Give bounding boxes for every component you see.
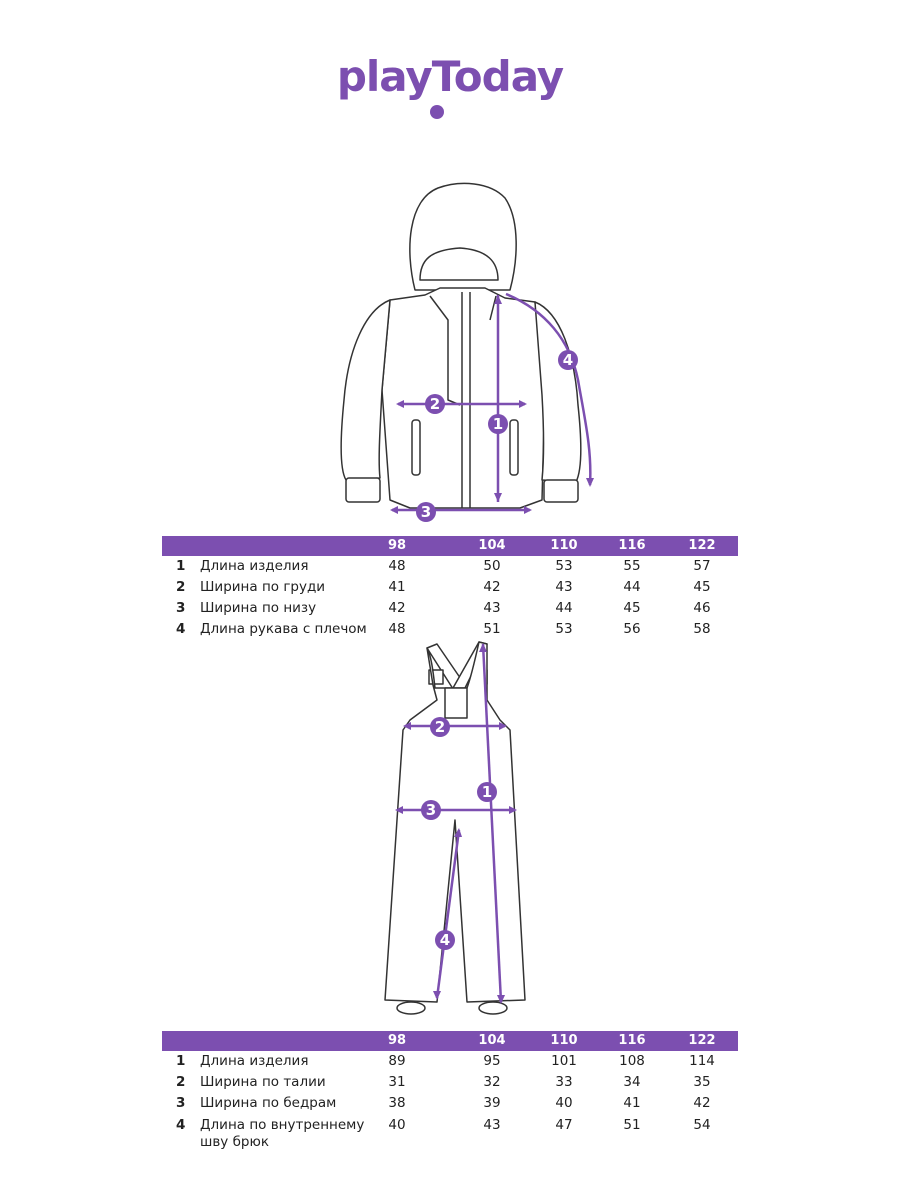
brand-logo-dot: [430, 105, 444, 119]
table-row: [162, 556, 738, 577]
row-value: 33: [555, 1074, 573, 1090]
row-value: 40: [555, 1095, 573, 1111]
row-value: 55: [623, 558, 641, 574]
row-value: 57: [693, 558, 711, 574]
row-value: 42: [388, 600, 406, 616]
row-value: 45: [693, 579, 711, 595]
row-value: 38: [388, 1095, 406, 1111]
row-value: 31: [388, 1074, 406, 1090]
row-value: 41: [388, 579, 406, 595]
row-value: 101: [551, 1053, 577, 1069]
row-value: 43: [483, 600, 501, 616]
jacket-size-table: [162, 536, 738, 640]
jacket-size-header: [162, 536, 738, 556]
size-header-cell: 110: [550, 1033, 578, 1048]
overalls-marker-4-label: 4: [439, 931, 451, 949]
overalls-marker-2-label: 2: [434, 718, 446, 736]
row-value: 53: [555, 621, 573, 637]
row-label: Длина изделия: [200, 558, 309, 574]
row-value: 56: [623, 621, 641, 637]
overalls-drawing: [375, 640, 540, 1020]
row-value: 54: [693, 1117, 711, 1133]
size-header-cell: 98: [387, 538, 407, 553]
row-value: 32: [483, 1074, 501, 1090]
row-value: 48: [388, 558, 406, 574]
table-row: [162, 1093, 738, 1115]
row-number: 2: [176, 579, 186, 595]
size-header-cell: 122: [688, 1033, 716, 1048]
brand-logo-text: playToday: [336, 52, 564, 101]
jacket-marker-3-label: 3: [420, 503, 432, 521]
row-value: 46: [693, 600, 711, 616]
size-header-cell: 110: [550, 538, 578, 553]
size-header-cell: 104: [478, 538, 506, 553]
table-row: [162, 1051, 738, 1072]
row-number: 1: [176, 558, 186, 574]
table-row: [162, 619, 738, 640]
row-value: 50: [483, 558, 501, 574]
row-value: 108: [619, 1053, 645, 1069]
row-number: 1: [176, 1053, 186, 1069]
brand-logo: [0, 52, 900, 101]
row-value: 35: [693, 1074, 711, 1090]
row-value: 44: [623, 579, 641, 595]
row-label: Длина изделия: [200, 1053, 309, 1069]
overalls-size-table: [162, 1031, 738, 1155]
overalls-marker-3-label: 3: [425, 801, 437, 819]
row-value: 48: [388, 621, 406, 637]
row-label-line-1: Длина по внутреннему: [200, 1117, 365, 1133]
row-number: 4: [176, 621, 186, 637]
row-value: 40: [388, 1117, 406, 1133]
row-value: 34: [623, 1074, 641, 1090]
row-number: 4: [176, 1117, 186, 1133]
size-header-cell: 116: [618, 538, 646, 553]
row-value: 58: [693, 621, 711, 637]
size-header-cell: 116: [618, 1033, 646, 1048]
row-value: 41: [623, 1095, 641, 1111]
row-value: 51: [483, 621, 501, 637]
size-header-cell: 122: [688, 538, 716, 553]
row-label: Длина рукава с плечом: [200, 621, 367, 637]
row-number: 3: [176, 1095, 186, 1111]
row-value: 43: [483, 1117, 501, 1133]
row-value: 114: [689, 1053, 715, 1069]
row-number: 3: [176, 600, 186, 616]
size-header-cell: 104: [478, 1033, 506, 1048]
row-label: Ширина по низу: [200, 600, 317, 616]
table-row: [162, 577, 738, 598]
row-label-line-2: шву брюк: [200, 1134, 270, 1150]
row-value: 95: [483, 1053, 501, 1069]
row-value: 53: [555, 558, 573, 574]
row-label: Ширина по груди: [200, 579, 326, 595]
row-value: 45: [623, 600, 641, 616]
jacket-marker-1-label: 1: [492, 415, 504, 433]
jacket-drawing: [320, 180, 600, 525]
row-value: 51: [623, 1117, 641, 1133]
row-value: 39: [483, 1095, 501, 1111]
overalls-size-header: [162, 1031, 738, 1051]
row-value: 47: [555, 1117, 573, 1133]
row-label: [200, 1117, 364, 1151]
table-row: [162, 598, 738, 619]
jacket-left-sleeve: [341, 300, 390, 480]
row-label: Ширина по бедрам: [200, 1095, 337, 1111]
row-value: 44: [555, 600, 573, 616]
jacket-marker-2-label: 2: [429, 395, 441, 413]
row-label: Ширина по талии: [200, 1074, 326, 1090]
table-row: [162, 1072, 738, 1093]
overalls-marker-1-label: 1: [481, 783, 493, 801]
row-value: 42: [483, 579, 501, 595]
row-value: 42: [693, 1095, 711, 1111]
jacket-body: [382, 288, 545, 508]
table-row: [162, 1115, 738, 1155]
row-value: 43: [555, 579, 573, 595]
row-value: 89: [388, 1053, 406, 1069]
jacket-marker-4-label: 4: [562, 351, 574, 369]
size-header-cell: 98: [387, 1033, 407, 1048]
row-number: 2: [176, 1074, 186, 1090]
